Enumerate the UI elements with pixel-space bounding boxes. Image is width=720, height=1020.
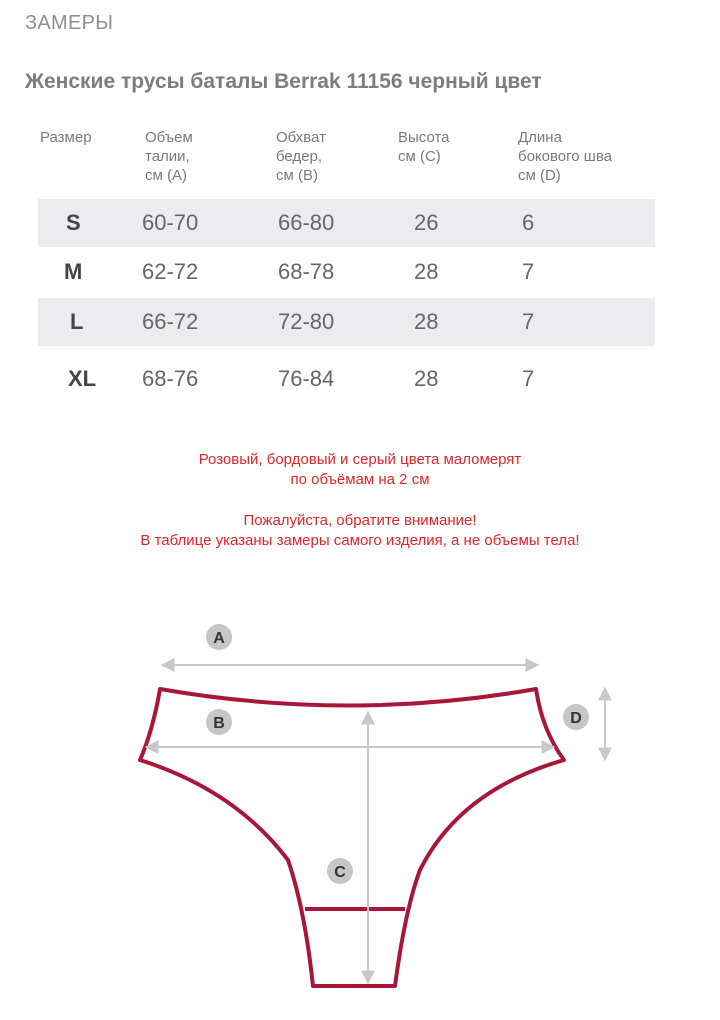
svg-text:A: A [213,630,225,647]
height-cell: 28 [414,259,439,284]
size-cell: S [66,210,81,235]
table-row [38,298,655,346]
measurement-diagram [0,600,720,1010]
side-seam-cell: 7 [522,309,535,334]
briefs-shape [140,689,564,986]
badge-c [327,858,353,884]
section-title: ЗАМЕРЫ [25,12,114,34]
size-cell: XL [68,366,97,391]
hips-cell: 68-78 [278,259,335,284]
svg-text:C: C [334,864,346,881]
header-height: Высота см (С) [398,129,450,165]
table-row [38,355,655,403]
waist-cell: 60-70 [142,210,199,235]
height-cell: 28 [414,366,439,391]
briefs-outline [140,689,564,986]
waist-cell: 62-72 [142,259,199,284]
svg-text:B: B [213,715,225,732]
svg-text:D: D [570,710,582,727]
header-side-seam: Длина бокового шва см (D) [518,129,612,184]
hips-cell: 76-84 [278,366,335,391]
height-cell: 26 [414,210,439,235]
color-note: Розовый, бордовый и серый цвета маломерят по объёмам на 2 см [198,451,522,488]
height-cell: 28 [414,309,439,334]
table-row [38,248,655,296]
hips-cell: 66-80 [278,210,335,235]
attention-note: Пожалуйста, обратите внимание! В таблице указаны замеры самого изделия, а не объемы тела! [140,512,580,549]
header-waist: Объем талии, см (А) [145,129,193,184]
size-cell: L [70,309,84,334]
waist-cell: 66-72 [142,309,199,334]
product-title: Женские трусы баталы Berrak 11156 черный цвет [25,70,542,93]
badge-a [206,624,232,650]
side-seam-cell: 6 [522,210,535,235]
size-cell: M [64,259,83,284]
side-seam-cell: 7 [522,259,535,284]
side-seam-cell: 7 [522,366,535,391]
waist-cell: 68-76 [142,366,199,391]
hips-cell: 72-80 [278,309,335,334]
badge-d [563,704,589,730]
header-size: Размер [40,129,92,146]
table-row [38,199,655,247]
badge-b [206,709,232,735]
header-hips: Обхват бедер, см (В) [276,129,326,184]
